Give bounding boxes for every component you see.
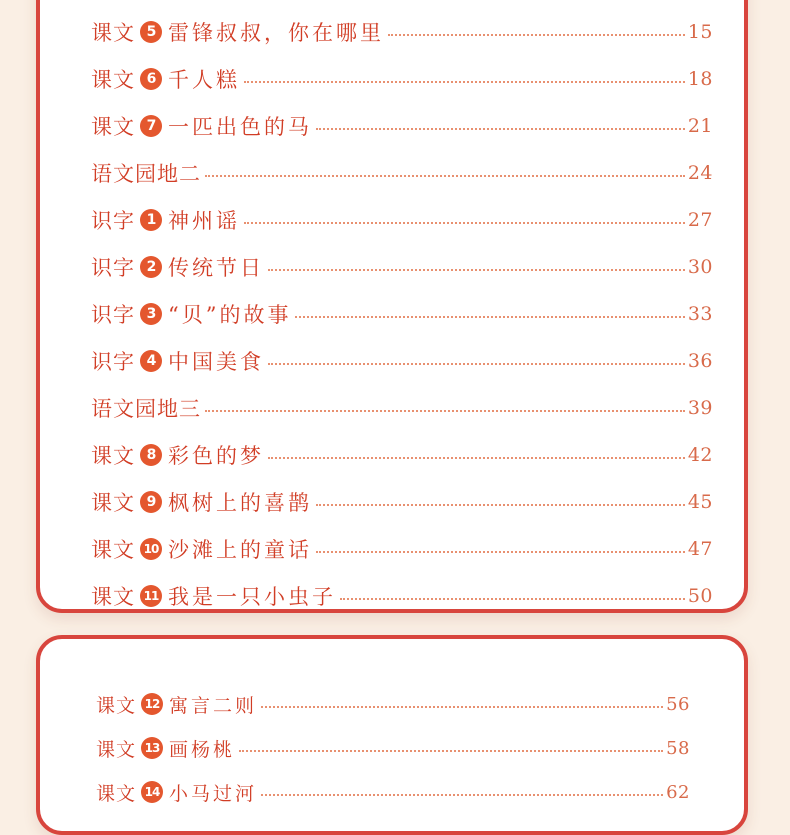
toc-title: 彩色的梦: [168, 444, 264, 468]
toc-entry[interactable]: [91, 488, 713, 516]
toc-entry[interactable]: [91, 253, 713, 281]
toc-card-1: [36, 0, 748, 613]
toc-category: 课文: [96, 694, 137, 717]
toc-number-badge: 6: [140, 68, 162, 90]
toc-page-number: 15: [687, 21, 713, 43]
toc-page-number: 27: [687, 209, 713, 231]
toc-category: 课文: [91, 68, 135, 92]
toc-page-number: 39: [687, 397, 713, 419]
toc-entry[interactable]: [91, 206, 713, 234]
toc-entry[interactable]: [91, 535, 713, 563]
toc-dot-leader: [239, 750, 663, 752]
toc-entry[interactable]: [91, 65, 713, 93]
toc-entry[interactable]: [91, 582, 713, 610]
toc-title: 神州谣: [168, 209, 240, 233]
toc-number-badge: 10: [140, 538, 162, 560]
toc-entry[interactable]: [91, 112, 713, 140]
toc-entry[interactable]: [91, 18, 713, 46]
toc-page-number: 36: [687, 350, 713, 372]
toc-page-number: 45: [687, 491, 713, 513]
toc-page-number: 18: [687, 68, 713, 90]
toc-number-badge: 14: [141, 781, 163, 803]
toc-number-badge: 1: [140, 209, 162, 231]
toc-number-badge: 9: [140, 491, 162, 513]
toc-number-badge: 5: [140, 21, 162, 43]
toc-number-badge: 2: [140, 256, 162, 278]
toc-title: “贝”的故事: [168, 303, 292, 327]
toc-title: 中国美食: [168, 350, 264, 374]
toc-category: 课文: [96, 782, 137, 805]
toc-entry[interactable]: [91, 347, 713, 375]
toc-entry[interactable]: [96, 778, 690, 806]
toc-category: 语文园地二: [91, 162, 201, 186]
toc-entry[interactable]: [91, 300, 713, 328]
toc-category: 识字: [91, 350, 135, 374]
toc-dot-leader: [340, 598, 685, 600]
toc-page-number: 50: [687, 585, 713, 607]
toc-dot-leader: [205, 410, 685, 412]
toc-card-2: [36, 635, 748, 835]
toc-title: 沙滩上的童话: [168, 538, 312, 562]
toc-number-badge: 12: [141, 693, 163, 715]
toc-title: 我是一只小虫子: [168, 585, 336, 609]
toc-page-number: 24: [687, 162, 713, 184]
toc-title: 一匹出色的马: [168, 115, 312, 139]
toc-dot-leader: [244, 222, 685, 224]
toc-dot-leader: [268, 457, 685, 459]
toc-dot-leader: [205, 175, 685, 177]
toc-category: 课文: [91, 115, 135, 139]
toc-title: 传统节日: [168, 256, 264, 280]
toc-number-badge: 4: [140, 350, 162, 372]
toc-dot-leader: [316, 551, 685, 553]
toc-category: 识字: [91, 303, 135, 327]
toc-entry[interactable]: [91, 159, 713, 187]
toc-category: 识字: [91, 256, 135, 280]
toc-page-number: 56: [666, 693, 690, 715]
toc-number-badge: 3: [140, 303, 162, 325]
toc-category: 课文: [91, 538, 135, 562]
toc-dot-leader: [316, 504, 685, 506]
toc-page-number: 47: [687, 538, 713, 560]
toc-dot-leader: [268, 269, 685, 271]
toc-number-badge: 11: [140, 585, 162, 607]
toc-page-number: 58: [666, 737, 690, 759]
toc-entry[interactable]: [91, 441, 713, 469]
toc-category: 课文: [91, 585, 135, 609]
toc-title: 画杨桃: [169, 738, 236, 761]
toc-category: 课文: [96, 738, 137, 761]
toc-title: 千人糕: [168, 68, 240, 92]
toc-page-number: 62: [666, 781, 690, 803]
toc-title: 雷锋叔叔，你在哪里: [168, 21, 384, 45]
toc-entry[interactable]: [96, 690, 690, 718]
toc-title: 枫树上的喜鹊: [168, 491, 312, 515]
toc-dot-leader: [261, 706, 663, 708]
toc-number-badge: 7: [140, 115, 162, 137]
toc-number-badge: 8: [140, 444, 162, 466]
toc-dot-leader: [261, 794, 663, 796]
toc-entry[interactable]: [91, 394, 713, 422]
toc-dot-leader: [388, 34, 685, 36]
toc-dot-leader: [268, 363, 685, 365]
toc-category: 课文: [91, 444, 135, 468]
toc-category: 课文: [91, 491, 135, 515]
toc-category: 语文园地三: [91, 397, 201, 421]
toc-dot-leader: [295, 316, 684, 318]
toc-page-number: 42: [687, 444, 713, 466]
toc-page-number: 30: [687, 256, 713, 278]
toc-dot-leader: [316, 128, 685, 130]
toc-dot-leader: [244, 81, 685, 83]
toc-page-number: 33: [687, 303, 713, 325]
toc-category: 课文: [91, 21, 135, 45]
toc-page-number: 21: [687, 115, 713, 137]
toc-entry[interactable]: [96, 734, 690, 762]
toc-number-badge: 13: [141, 737, 163, 759]
toc-category: 识字: [91, 209, 135, 233]
toc-title: 寓言二则: [169, 694, 258, 717]
toc-title: 小马过河: [169, 782, 258, 805]
